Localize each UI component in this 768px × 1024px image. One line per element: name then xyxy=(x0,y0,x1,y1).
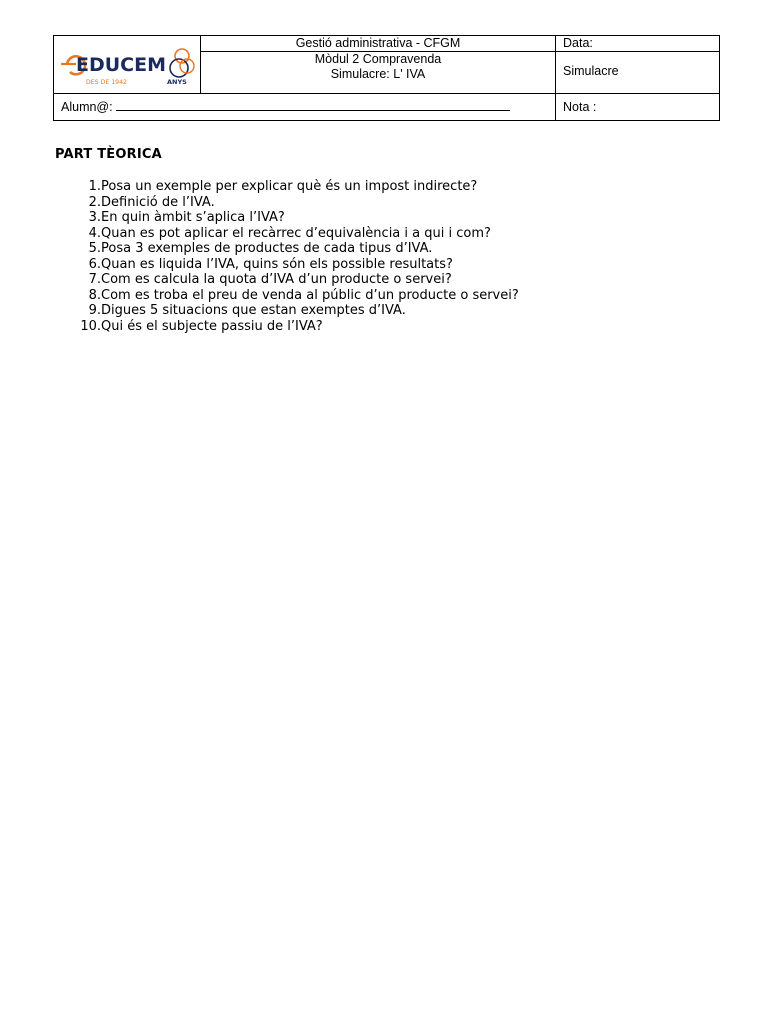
question-number: 9. xyxy=(88,303,101,318)
course-info-cell xyxy=(201,36,556,94)
date-cell xyxy=(556,36,720,94)
student-name-field[interactable] xyxy=(54,94,556,121)
question-item xyxy=(72,319,519,335)
logo-tagline-text: DES DE 1942 xyxy=(86,78,127,86)
grade-field[interactable] xyxy=(556,94,720,121)
exam-type-label: Simulacre xyxy=(563,64,619,78)
question-number: 5. xyxy=(88,241,101,256)
question-number: 4. xyxy=(88,225,101,241)
question-item xyxy=(72,226,519,242)
student-name-line[interactable] xyxy=(116,100,510,111)
question-text: Quan es liquida l’IVA, quins són els possible resultats? xyxy=(101,256,453,272)
question-text: Posa un exemple per explicar què és un impost indirecte? xyxy=(101,179,478,194)
question-number: 3. xyxy=(88,210,101,225)
question-text: Qui és el subjecte passiu de l’IVA? xyxy=(101,318,323,334)
question-item xyxy=(72,288,519,304)
question-item xyxy=(72,210,519,226)
question-text: Com es calcula la quota d’IVA d’un producte o servei? xyxy=(101,272,452,287)
student-label: Alumn@: xyxy=(61,100,113,114)
section-title: PART TÈORICA xyxy=(55,147,162,162)
question-item xyxy=(72,272,519,288)
question-number: 2. xyxy=(88,194,101,210)
module-title: Mòdul 2 Compravenda xyxy=(314,52,442,66)
question-number: 7. xyxy=(88,272,101,287)
logo-cell xyxy=(54,36,201,94)
question-list xyxy=(72,179,519,334)
grade-label: Nota : xyxy=(563,100,597,114)
simulation-title: Simulacre: L' IVA xyxy=(330,67,426,81)
question-text: Quan es pot aplicar el recàrrec d’equivalència i a qui i com? xyxy=(101,225,491,241)
logo-brand-text: EDUCEM xyxy=(76,53,167,76)
question-text: Definició de l’IVA. xyxy=(101,194,215,210)
question-number: 6. xyxy=(88,256,101,272)
question-item xyxy=(72,241,519,257)
question-item xyxy=(72,195,519,211)
question-text: Posa 3 exemples de productes de cada tipus d’IVA. xyxy=(101,241,433,256)
question-number: 8. xyxy=(88,287,101,303)
educem-logo-icon xyxy=(57,43,197,87)
question-item xyxy=(72,257,519,273)
date-label: Data: xyxy=(556,36,719,52)
question-item xyxy=(72,179,519,195)
question-text: Digues 5 situacions que estan exemptes d’IVA. xyxy=(101,303,406,318)
question-text: En quin àmbit s’aplica l’IVA? xyxy=(101,210,285,225)
logo-anys-text: ANYS xyxy=(167,77,187,86)
question-number: 1. xyxy=(88,179,101,194)
question-number: 10. xyxy=(80,318,101,334)
exam-header-table xyxy=(53,35,720,121)
question-item xyxy=(72,303,519,319)
subject-title: Gestió administrativa - CFGM xyxy=(201,36,555,52)
question-text: Com es troba el preu de venda al públic d’un producte o servei? xyxy=(101,287,519,303)
